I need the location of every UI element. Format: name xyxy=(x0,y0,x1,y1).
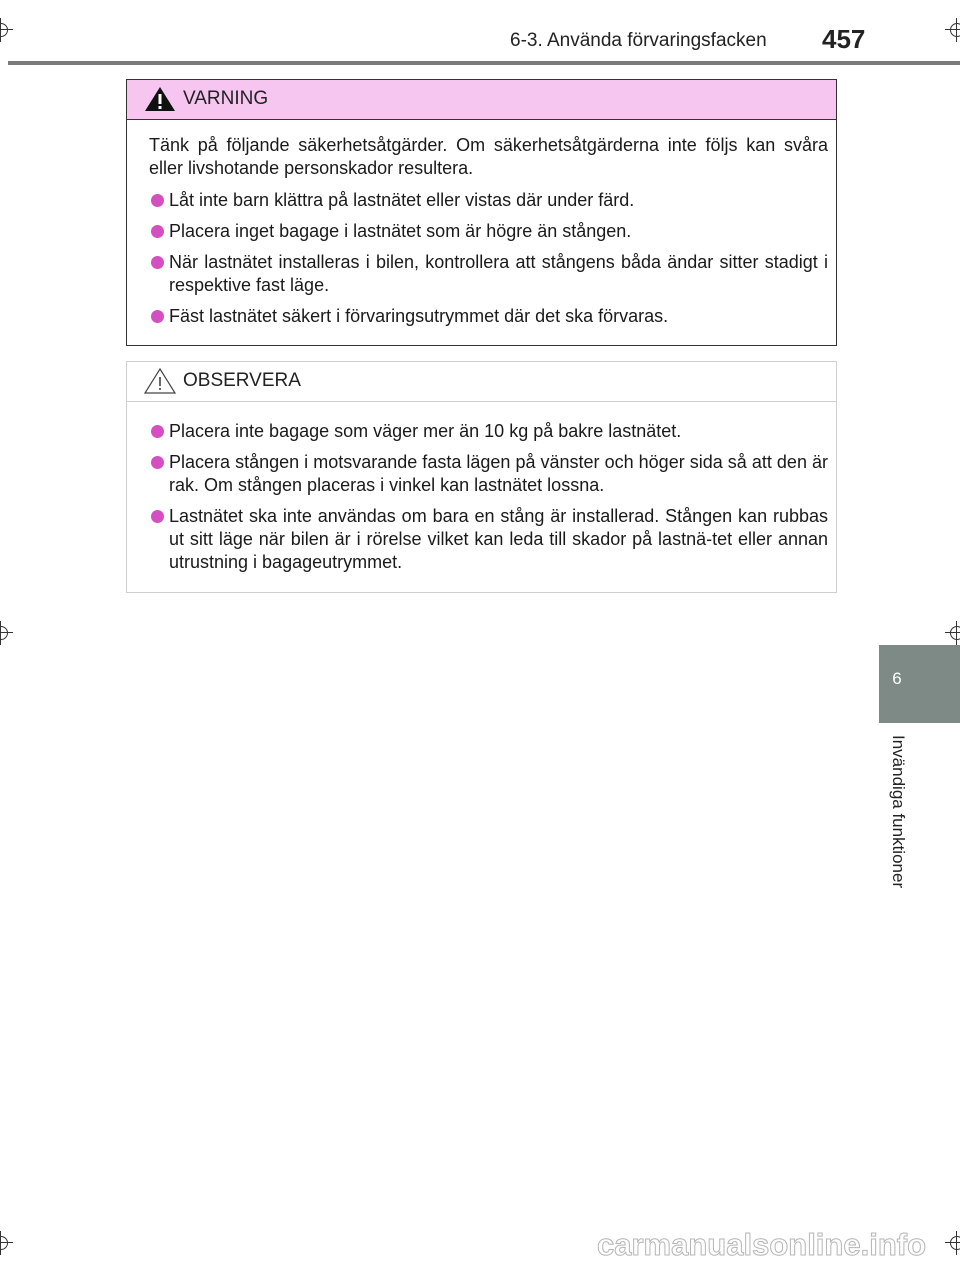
crop-mark-mid-left xyxy=(0,621,13,645)
watermark xyxy=(597,1226,937,1262)
bullet-dot-icon xyxy=(151,510,164,523)
notice-title: OBSERVERA xyxy=(183,370,301,391)
warning-box xyxy=(126,79,837,346)
bullet-text: Placera inte bagage som väger mer än 10 kg på bakre lastnätet. xyxy=(169,421,682,441)
header-rule xyxy=(8,61,960,65)
warning-title: VARNING xyxy=(183,88,269,109)
bullet-dot-icon xyxy=(151,194,164,207)
bullet-text: Låt inte barn klättra på lastnätet eller vistas där under färd. xyxy=(169,190,635,210)
notice-header xyxy=(127,362,836,402)
bullet-dot-icon xyxy=(151,425,164,438)
warning-bullet xyxy=(149,305,828,328)
crop-mark-top-left xyxy=(0,18,13,42)
bullet-text: Lastnätet ska inte användas om bara en stång är installerad. Stången kan rubbas ut sitt läge när bilen är i rörelse vilket kan leda till skador på lastnä-tet eller annan utrustning i bagageutrymmet. xyxy=(169,506,828,572)
bullet-dot-icon xyxy=(151,256,164,269)
notice-bullet xyxy=(149,420,828,443)
bullet-dot-icon xyxy=(151,225,164,238)
bullet-text: Placera stången i motsvarande fasta lägen på vänster och höger sida så att den är rak. Om stången placeras i vinkel kan lastnätet lossna. xyxy=(169,452,828,495)
bullet-text: Fäst lastnätet säkert i förvaringsutrymmet där det ska förvaras. xyxy=(169,306,669,326)
section-title: 6-3. Använda förvaringsfacken xyxy=(510,30,767,51)
crop-mark-bottom-right xyxy=(945,1231,960,1255)
bullet-dot-icon xyxy=(151,456,164,469)
caution-triangle-outline-icon xyxy=(143,367,177,395)
warning-header xyxy=(127,80,836,120)
page-number: 457 xyxy=(822,24,866,54)
chapter-number: 6 xyxy=(892,669,902,688)
notice-body xyxy=(127,402,836,574)
crop-mark-top-right xyxy=(945,18,960,42)
warning-triangle-icon xyxy=(143,85,177,113)
bullet-text: När lastnätet installeras i bilen, kontrollera att stångens båda ändar sitter stadigt i respektive fast läge. xyxy=(169,252,828,295)
bullet-dot-icon xyxy=(151,310,164,323)
warning-bullet xyxy=(149,189,828,212)
chapter-label: Invändiga funktioner xyxy=(889,735,908,889)
chapter-tab xyxy=(879,645,960,723)
notice-bullet xyxy=(149,451,828,497)
notice-box xyxy=(126,361,837,593)
warning-intro: Tänk på följande säkerhetsåtgärder. Om säkerhetsåtgärderna inte följs kan svåra eller livshotande personskador resultera. xyxy=(149,135,828,178)
warning-bullet xyxy=(149,220,828,243)
notice-bullet xyxy=(149,505,828,574)
crop-mark-bottom-left xyxy=(0,1231,13,1255)
warning-body xyxy=(127,120,836,328)
crop-mark-mid-right xyxy=(945,621,960,645)
watermark-text: carmanualsonline.info xyxy=(597,1227,927,1262)
warning-bullet xyxy=(149,251,828,297)
bullet-text: Placera inget bagage i lastnätet som är högre än stången. xyxy=(169,221,632,241)
